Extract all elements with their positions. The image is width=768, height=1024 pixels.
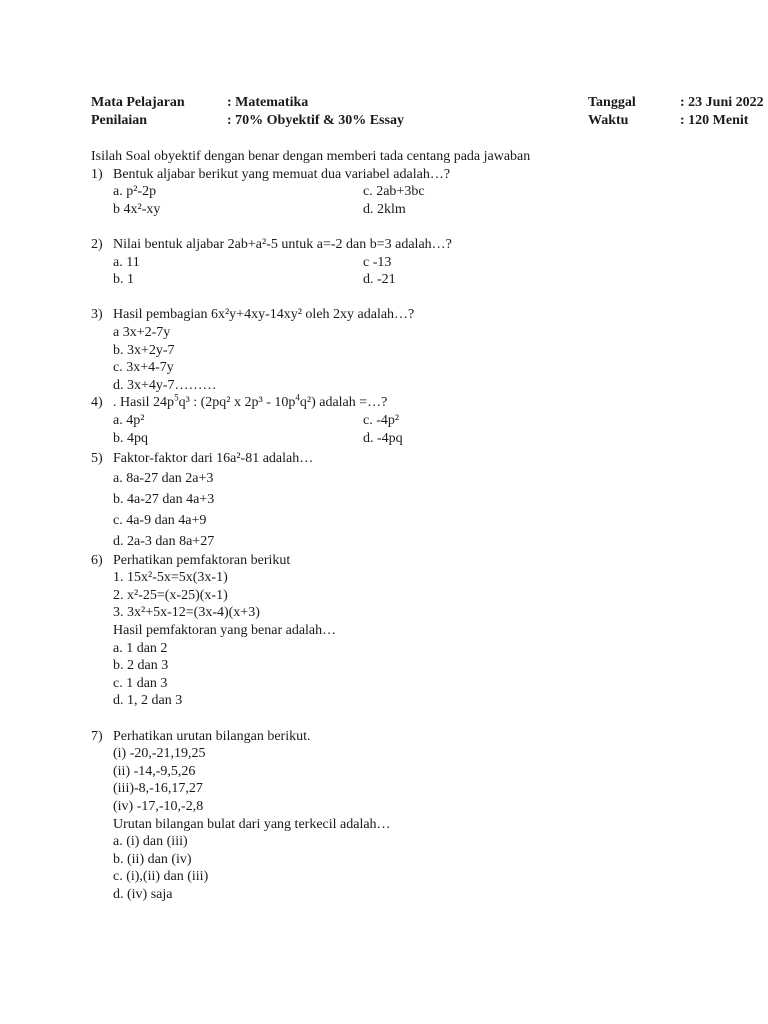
option-row xyxy=(91,271,711,289)
option-a[interactable]: a 3x+2-7y xyxy=(113,324,171,340)
option-b[interactable]: b. 4pq xyxy=(113,430,148,446)
option-b[interactable]: b. 2 dan 3 xyxy=(113,658,169,674)
option-c[interactable]: c -13 xyxy=(363,254,392,270)
option-b[interactable]: b. 1 xyxy=(113,272,134,288)
question-prompt: Hasil pemfaktoran yang benar adalah… xyxy=(113,623,337,639)
option-a[interactable]: a. 11 xyxy=(113,254,140,270)
subject-value: : Matematika xyxy=(227,95,309,110)
option-c[interactable]: c. 2ab+3bc xyxy=(363,184,425,200)
option-a[interactable]: a. 4p² xyxy=(113,412,145,428)
option-row xyxy=(91,183,711,201)
question-4 xyxy=(91,394,711,412)
assessment-value: : 70% Obyektif & 30% Essay xyxy=(227,113,404,128)
option-c[interactable]: c. 4a-9 dan 4a+9 xyxy=(113,512,207,528)
option-d[interactable]: d. -21 xyxy=(363,272,396,288)
option-a[interactable]: a. 1 dan 2 xyxy=(113,640,168,656)
option-d[interactable]: d. 2klm xyxy=(363,201,406,217)
date-label: Tanggal xyxy=(588,95,636,110)
question-text: Hasil pembagian 6x²y+4xy-14xy² oleh 2xy adalah…? xyxy=(113,307,415,323)
question-text xyxy=(91,394,711,412)
date-value: : 23 Juni 2022 xyxy=(680,95,764,110)
question-text-part: q³ : (2pq² x 2p³ - 10p xyxy=(178,395,296,411)
time-label: Waktu xyxy=(588,113,629,128)
question-number: 6) xyxy=(91,552,103,568)
statement-3: 3. 3x²+5x-12=(3x-4)(x+3) xyxy=(113,605,260,621)
exam-body xyxy=(91,148,711,904)
option-c[interactable]: c. -4p² xyxy=(363,412,400,428)
question-text: Bentuk aljabar berikut yang memuat dua variabel adalah…? xyxy=(113,166,451,182)
option-row xyxy=(91,412,711,430)
question-text-part: . Hasil 24p xyxy=(113,395,175,411)
option-a[interactable]: a. 8a-27 dan 2a+3 xyxy=(113,470,214,486)
option-a[interactable]: a. p²-2p xyxy=(113,184,157,200)
question-5 xyxy=(91,450,711,468)
question-3 xyxy=(91,306,711,324)
statement-1: 1. 15x²-5x=5x(3x-1) xyxy=(113,570,228,586)
sequence-ii: (ii) -14,-9,5,26 xyxy=(113,763,196,779)
option-row xyxy=(91,201,711,219)
option-b[interactable]: b 4x²-xy xyxy=(113,201,161,217)
header-row-2 xyxy=(91,113,749,131)
question-6 xyxy=(91,552,711,570)
option-c[interactable]: c. 3x+4-7y xyxy=(113,360,174,376)
sequence-i: (i) -20,-21,19,25 xyxy=(113,746,206,762)
option-row xyxy=(91,430,711,448)
question-text: Nilai bentuk aljabar 2ab+a²-5 untuk a=-2 dan b=3 adalah…? xyxy=(113,236,452,252)
exponent: 4 xyxy=(295,392,300,403)
question-7 xyxy=(91,728,711,746)
option-d[interactable]: d. 1, 2 dan 3 xyxy=(113,693,183,709)
option-d[interactable]: d. 2a-3 dan 8a+27 xyxy=(113,533,215,549)
question-text: Perhatikan pemfaktoran berikut xyxy=(113,552,291,568)
assessment-label: Penilaian xyxy=(91,113,148,128)
option-d[interactable]: d. 3x+4y-7……… xyxy=(113,377,217,393)
question-text-part: q²) adalah =…? xyxy=(299,395,388,411)
question-number: 4) xyxy=(91,395,103,411)
question-number: 1) xyxy=(91,166,103,182)
statement-2: 2. x²-25=(x-25)(x-1) xyxy=(113,587,228,603)
option-row xyxy=(91,254,711,272)
question-text: Faktor-faktor dari 16a²-81 adalah… xyxy=(113,451,314,467)
time-value: : 120 Menit xyxy=(680,113,749,128)
option-b[interactable]: b. 4a-27 dan 4a+3 xyxy=(113,491,215,507)
exam-header xyxy=(91,95,764,131)
sequence-iii: (iii)-8,-16,17,27 xyxy=(113,781,203,797)
option-b[interactable]: b. (ii) dan (iv) xyxy=(113,851,192,867)
instruction-text: Isilah Soal obyektif dengan benar dengan memberi tada centang pada jawaban xyxy=(91,149,531,164)
header-row-1 xyxy=(91,95,764,113)
question-number: 7) xyxy=(91,728,103,744)
option-a[interactable]: a. (i) dan (iii) xyxy=(113,834,188,850)
question-text: Perhatikan urutan bilangan berikut. xyxy=(113,728,311,744)
option-d[interactable]: d. -4pq xyxy=(363,430,403,446)
question-number: 5) xyxy=(91,451,103,467)
subject-label: Mata Pelajaran xyxy=(91,95,185,110)
option-d[interactable]: d. (iv) saja xyxy=(113,886,173,902)
option-c[interactable]: c. (i),(ii) dan (iii) xyxy=(113,869,209,885)
exponent: 5 xyxy=(174,392,179,403)
option-b[interactable]: b. 3x+2y-7 xyxy=(113,342,175,358)
sequence-iv: (iv) -17,-10,-2,8 xyxy=(113,799,204,814)
question-prompt: Urutan bilangan bulat dari yang terkecil adalah… xyxy=(113,816,391,832)
question-number: 3) xyxy=(91,307,103,323)
option-c[interactable]: c. 1 dan 3 xyxy=(113,675,168,691)
question-2 xyxy=(91,236,711,254)
question-1 xyxy=(91,166,711,184)
question-number: 2) xyxy=(91,236,103,252)
